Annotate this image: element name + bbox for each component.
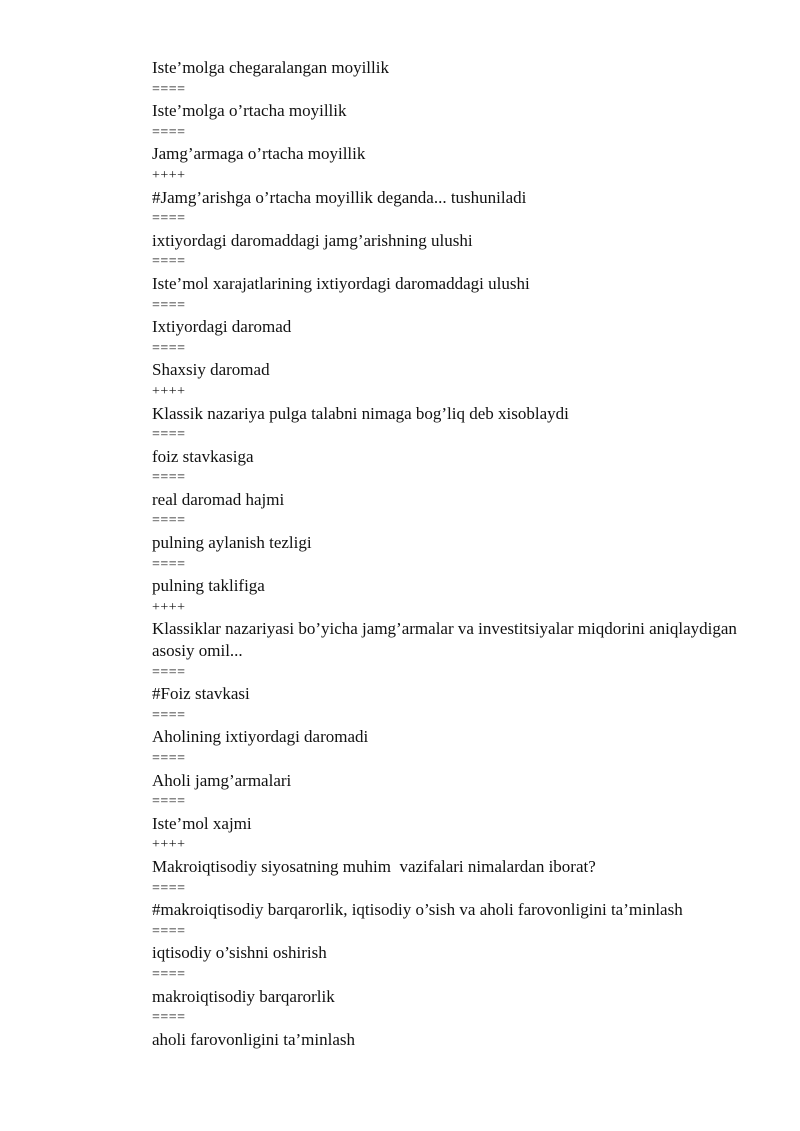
separator-line: ++++ [152, 383, 186, 399]
text-line: Klassiklar nazariyasi bo’yicha jamg’armalar va investitsiyalar miqdorini aniqlaydigan asosiy omil... [152, 619, 742, 661]
text-line: real daromad hajmi [152, 489, 285, 509]
text-line: pulning taklifiga [152, 576, 265, 596]
separator-line: ==== [152, 427, 186, 443]
separator-line: ==== [152, 707, 186, 723]
text-line: Iste’molga o’rtacha moyillik [152, 101, 347, 121]
separator-line: ==== [152, 211, 186, 227]
text-line: #makroiqtisodiy barqarorlik, iqtisodiy o’sish va aholi farovonligini ta’minlash [152, 900, 683, 920]
text-line: Iste’mol xarajatlarining ixtiyordagi daromaddagi ulushi [152, 273, 530, 293]
separator-line: ==== [152, 751, 186, 766]
text-line: Jamg’armaga o’rtacha moyillik [152, 144, 366, 164]
text-line: Shaxsiy daromad [152, 360, 270, 380]
text-line: iqtisodiy o’sishni oshirish [152, 943, 327, 963]
separator-line: ==== [152, 923, 186, 939]
text-line: Aholi jamg’armalari [152, 770, 292, 790]
separator-line: ++++ [152, 167, 186, 183]
text-line: makroiqtisodiy barqarorlik [152, 986, 335, 1006]
text-line: Ixtiyordagi daromad [152, 317, 292, 337]
separator-line: ==== [152, 794, 186, 810]
text-line: aholi farovonligini ta’minlash [152, 1029, 356, 1049]
separator-line: ==== [152, 1010, 186, 1026]
text-line: Makroiqtisodiy siyosatning muhim vazifalari nimalardan iborat? [152, 856, 596, 876]
separator-line: ==== [152, 966, 186, 982]
separator-line: ==== [152, 81, 186, 97]
separator-line: ==== [152, 297, 186, 313]
document-body [152, 57, 772, 1050]
separator-line: ==== [152, 340, 186, 356]
text-line: Aholining ixtiyordagi daromadi [152, 727, 369, 747]
separator-line: ==== [152, 124, 186, 140]
text-line: Klassik nazariya pulga talabni nimaga bog’liq deb xisoblaydi [152, 403, 569, 423]
separator-line: ==== [152, 254, 186, 270]
text-line: #Jamg’arishga o’rtacha moyillik deganda... tushuniladi [152, 187, 527, 207]
text-line: ixtiyordagi daromaddagi jamg’arishning ulushi [152, 230, 473, 250]
text-line: #Foiz stavkasi [152, 684, 250, 704]
separator-line: ==== [152, 513, 186, 529]
separator-line: ==== [152, 470, 186, 486]
separator-line: ++++ [152, 599, 186, 615]
separator-line: ==== [152, 880, 186, 896]
text-line: foiz stavkasiga [152, 446, 254, 466]
separator-line: ==== [152, 664, 186, 680]
text-line: Iste’molga chegaralangan moyillik [152, 58, 389, 77]
text-line: Iste’mol xajmi [152, 813, 252, 833]
separator-line: ==== [152, 556, 186, 572]
text-line: pulning aylanish tezligi [152, 533, 312, 553]
separator-line: ++++ [152, 837, 186, 853]
